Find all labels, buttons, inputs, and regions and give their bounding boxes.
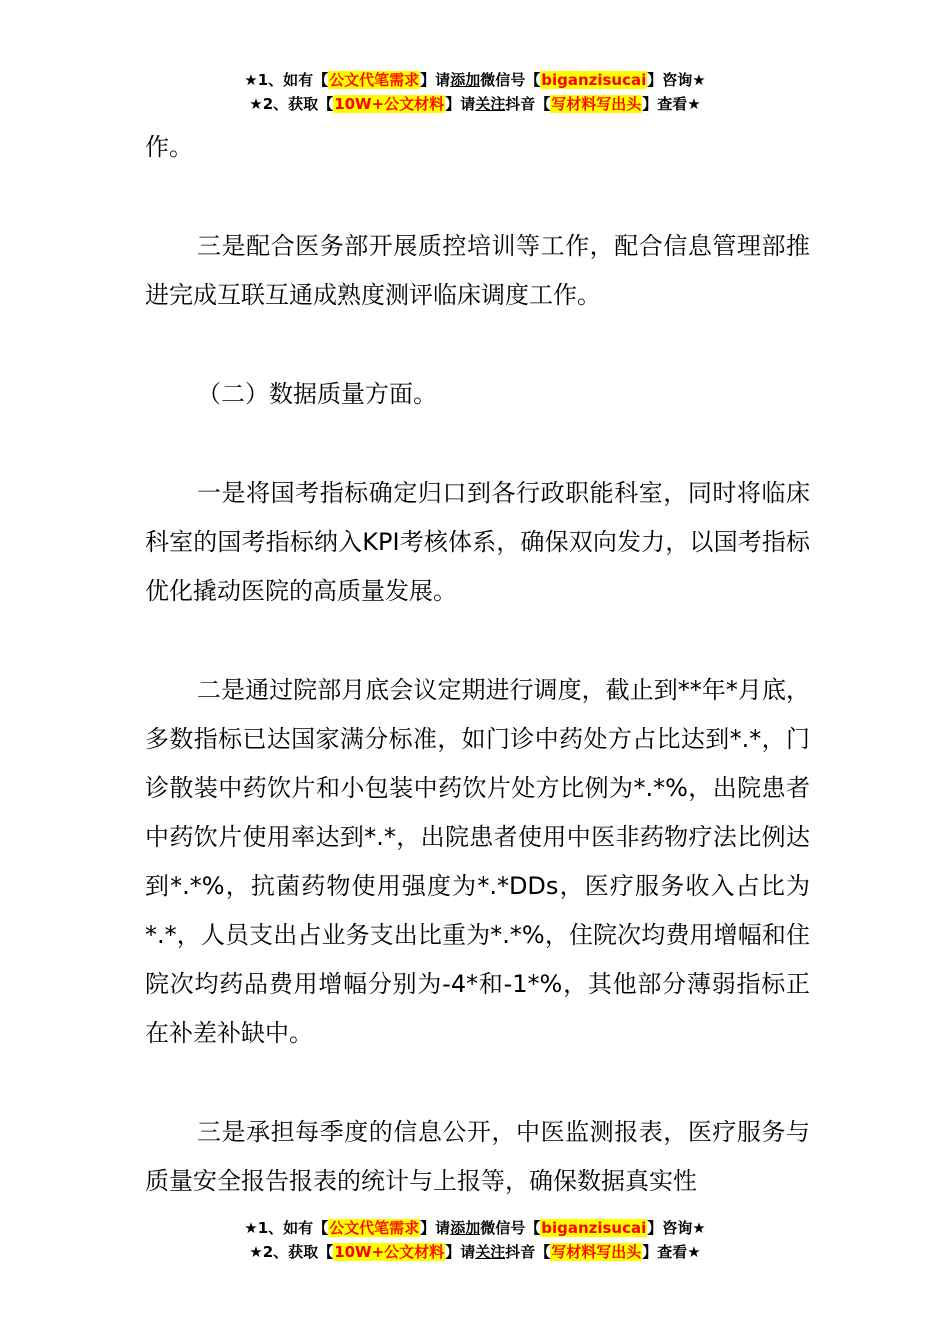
banner-line-1: ★1、如有【公文代笔需求】请添加微信号【biganzisucai】咨询★: [244, 1219, 706, 1237]
paragraph-continuation: 作。: [145, 133, 193, 161]
footer-banner: [0, 1216, 950, 1264]
paragraph: 一是将国考指标确定归口到各行政职能科室，同时将临床科室的国考指标纳入KPI考核体系，确保双向发力，以国考指标优化撬动医院的高质量发展。: [145, 479, 810, 605]
paragraph: 二是通过院部月底会议定期进行调度，截止到**年*月底，多数指标已达国家满分标准，如门诊中药处方占比达到*.*，门诊散装中药饮片和小包装中药饮片处方比例为*.*%，出院患者中药饮片使用率达到*.*，出院患者使用中医非药物疗法比例达到*.*%，抗菌药物使用强度为*.*DDs，医疗服务收入占比为*.*，人员支出占业务支出比重为*.*%，住院次均费用增幅和住院次均药品费用增幅分别为-4*和-1*%，其他部分薄弱指标正在补差补缺中。: [145, 676, 810, 1047]
banner-highlight: 写材料写出头: [551, 95, 642, 113]
banner-highlight: biganzisucai: [541, 1219, 647, 1237]
banner-highlight: 公文代笔需求: [329, 1219, 420, 1237]
section-heading: （二）数据质量方面。: [197, 380, 437, 408]
document-body: [145, 123, 810, 1206]
paragraph: 三是配合医务部开展质控培训等工作，配合信息管理部推进完成互联互通成熟度测评临床调度工作。: [145, 232, 810, 309]
paragraph: 三是承担每季度的信息公开，中医监测报表，医疗服务与质量安全报告报表的统计与上报等，确保数据真实性: [145, 1118, 810, 1195]
banner-highlight: 公文代笔需求: [329, 71, 420, 89]
banner-line-1: ★1、如有【公文代笔需求】请添加微信号【biganzisucai】咨询★: [244, 71, 706, 89]
banner-line-2: ★2、获取【10W+公文材料】请关注抖音【写材料写出头】查看★: [249, 1243, 701, 1261]
banner-highlight: 写材料写出头: [551, 1243, 642, 1261]
banner-highlight: 10W+公文材料: [334, 1243, 445, 1261]
header-banner: [0, 68, 950, 116]
banner-highlight: 10W+公文材料: [334, 95, 445, 113]
banner-line-2: ★2、获取【10W+公文材料】请关注抖音【写材料写出头】查看★: [249, 95, 701, 113]
banner-highlight: biganzisucai: [541, 71, 647, 89]
